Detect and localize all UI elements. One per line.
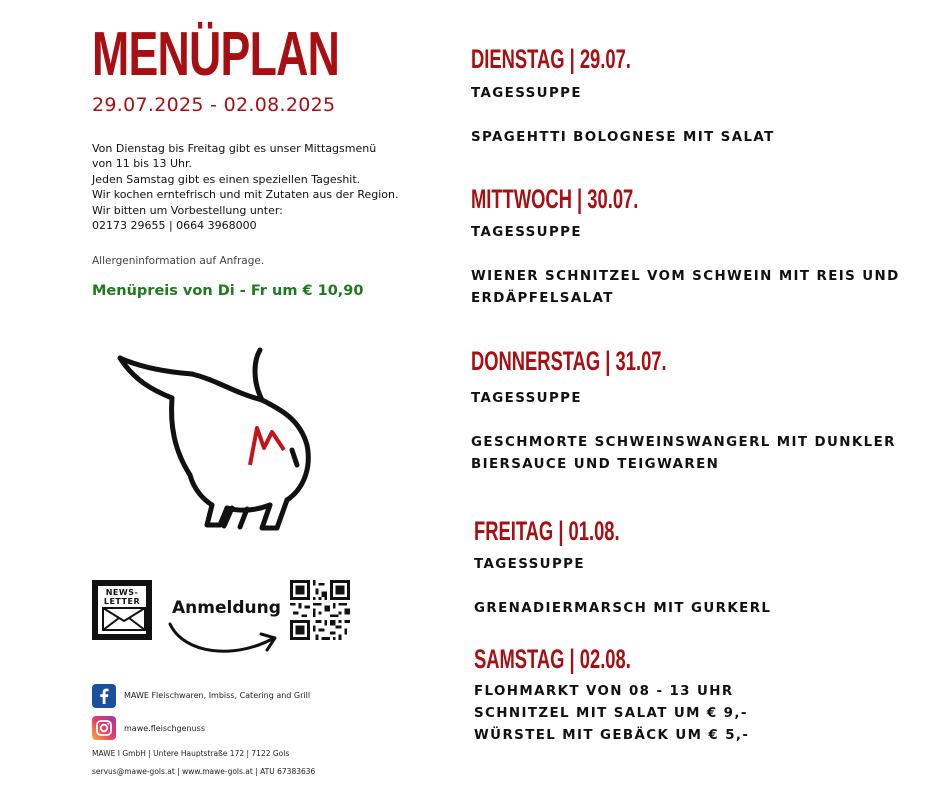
newsletter-badge-line1: NEWS- xyxy=(105,588,139,597)
allergen-info: Allergeninformation auf Anfrage. xyxy=(92,255,265,267)
freitag-main: GRENADIERMARSCH MIT GURKERL xyxy=(474,601,772,616)
samstag-line3: WÜRSTEL MIT GEBÄCK UM € 5,- xyxy=(474,728,750,743)
freitag-soup: TAGESSUPPE xyxy=(474,557,585,572)
donnerstag-main-line1: GESCHMORTE SCHWEINSWANGERL MIT DUNKLER xyxy=(471,435,896,450)
day-heading-freitag: FREITAG | 01.08. xyxy=(474,516,620,546)
newsletter-badge-text xyxy=(98,588,146,606)
newsletter-envelope-icon xyxy=(102,607,146,631)
company-address: MAWE I GmbH | Untere Hauptstraße 172 | 7122 Gols xyxy=(92,749,290,758)
facebook-page-name[interactable]: MAWE Fleischwaren, Imbiss, Catering and Grill xyxy=(124,691,311,700)
instagram-handle[interactable]: mawe.fleischgenuss xyxy=(124,724,205,733)
dienstag-main: SPAGEHTTI BOLOGNESE MIT SALAT xyxy=(471,130,775,145)
day-heading-mittwoch: MITTWOCH | 30.07. xyxy=(471,184,639,214)
intro-line: Jeden Samstag gibt es einen speziellen Tageshit. xyxy=(92,172,361,186)
newsletter-badge-line2: LETTER xyxy=(103,597,141,606)
company-contact: servus@mawe-gols.at | www.mawe-gols.at | ATU 67383636 xyxy=(92,767,316,776)
intro-line: Wir bitten um Vorbestellung unter: xyxy=(92,203,283,217)
mittwoch-main-line1: WIENER SCHNITZEL VOM SCHWEIN MIT REIS UND xyxy=(471,269,900,284)
facebook-icon[interactable] xyxy=(92,684,116,708)
samstag-line1: FLOHMARKT VON 08 - 13 UHR xyxy=(474,684,734,699)
mittwoch-main-line2: ERDÄPFELSALAT xyxy=(471,291,614,306)
newsletter-signup-label[interactable]: Anmeldung xyxy=(172,598,281,618)
day-heading-samstag: SAMSTAG | 02.08. xyxy=(474,644,631,674)
date-range: 29.07.2025 - 02.08.2025 xyxy=(92,94,336,116)
intro-line: Von Dienstag bis Freitag gibt es unser Mittagsmenü xyxy=(92,142,377,155)
donnerstag-main-line2: BIERSAUCE UND TEIGWAREN xyxy=(471,457,720,472)
intro-line: von 11 bis 13 Uhr. xyxy=(92,157,192,171)
instagram-icon[interactable] xyxy=(92,716,116,740)
page-title: MENÜPLAN xyxy=(92,20,340,89)
intro-line: Wir kochen erntefrisch und mit Zutaten aus der Region. xyxy=(92,188,399,202)
intro-text xyxy=(92,141,452,233)
donnerstag-soup: TAGESSUPPE xyxy=(471,391,582,406)
qr-code-icon[interactable] xyxy=(290,580,350,640)
day-heading-dienstag: DIENSTAG | 29.07. xyxy=(471,44,631,74)
menu-price: Menüpreis von Di - Fr um € 10,90 xyxy=(92,283,364,299)
curved-arrow-icon xyxy=(164,618,282,660)
day-heading-donnerstag: DONNERSTAG | 31.07. xyxy=(471,346,667,376)
dienstag-soup: TAGESSUPPE xyxy=(471,86,582,101)
mittwoch-soup: TAGESSUPPE xyxy=(471,225,582,240)
samstag-line2: SCHNITZEL MIT SALAT UM € 9,- xyxy=(474,706,748,721)
bull-logo-icon xyxy=(112,340,322,540)
newsletter-badge[interactable] xyxy=(92,580,152,640)
phone-numbers: 02173 29655 | 0664 3968000 xyxy=(92,219,257,233)
